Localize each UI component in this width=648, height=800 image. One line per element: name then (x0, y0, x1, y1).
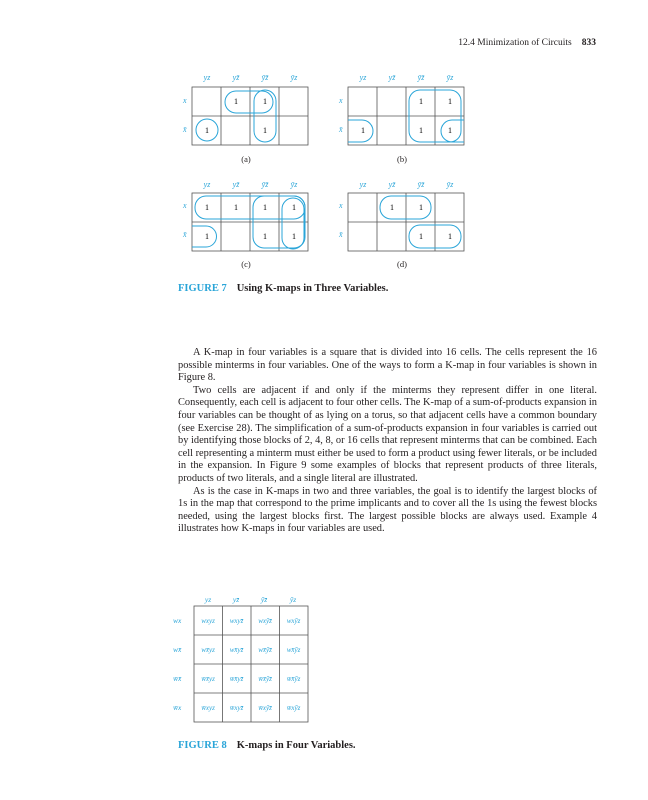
minterm-cell: w̄xyz̄ (229, 704, 244, 712)
page-number: 833 (581, 38, 596, 48)
cell-value: 1 (361, 126, 365, 135)
col-label: ȳz (446, 180, 454, 189)
minterm-cell: wx̄yz̄ (229, 646, 244, 654)
row-label: wx (173, 616, 182, 625)
cell-value: 1 (205, 126, 209, 135)
minterm-cell: wxȳz̄ (258, 617, 272, 625)
minterm-cell: wxyz (201, 617, 215, 625)
col-label: ȳz̄ (260, 595, 268, 604)
figure-7-caption (178, 283, 388, 294)
cell-value: 1 (205, 232, 209, 241)
row-label: w̄x̄ (173, 674, 182, 683)
paragraph: Two cells are adjacent if and only if the minterms they represent differ in one literal. Consequently, each cell is adjacent to four other cells. The K-map of a sum-of-products expansion in four variables can be thought of as lying on a torus, so that adjacent cells have a common boundary (see Exercise 28). The simplification of a sum-of-products expansion in four variables is carried out by identifying those blocks of 2, 4, 8, or 16 cells that represent minterms that can be combined. Each cell representing a minterm must either be used to form a product using fewer literals, or be included in the expansion. In Figure 9 some examples of blocks that represent products of three literals, products of two literals, and a single literal are illustrated. (178, 384, 597, 484)
col-label: yz̄ (388, 180, 396, 189)
kmap-d-grid (336, 175, 472, 263)
minterm-cell: w̄x̄ȳz̄ (258, 675, 272, 683)
cell-value: 1 (292, 203, 296, 212)
cell-value: 1 (448, 126, 452, 135)
figure-number: FIGURE 8 (178, 740, 227, 751)
kmap4-grid (172, 593, 317, 729)
kmap-b-grid (336, 64, 472, 152)
kmap-c-grid (180, 175, 316, 263)
row-label: x̄ (183, 230, 187, 239)
minterm-cell: w̄x̄yz̄ (229, 675, 244, 683)
cell-value: 1 (419, 203, 423, 212)
col-label: ȳz̄ (261, 180, 269, 189)
minterm-cell: wx̄ȳz̄ (258, 646, 272, 654)
group-loop (380, 196, 431, 219)
map-label: (c) (241, 259, 251, 269)
cell-value: 1 (263, 126, 267, 135)
paragraph: A K-map in four variables is a square that is divided into 16 cells. The cells represent the 16 possible minterms in four variables. One of the ways to form a K-map in four variables is shown in Figure 8. (178, 347, 597, 384)
row-label: x̄ (339, 125, 343, 134)
col-label: ȳz (289, 595, 297, 604)
cell-value: 1 (419, 97, 423, 106)
cell-value: 1 (234, 203, 238, 212)
minterm-cell: wx̄yz (201, 646, 215, 654)
cell-value: 1 (205, 203, 209, 212)
cell-value: 1 (419, 232, 423, 241)
minterm-cell: wx̄ȳz (286, 646, 301, 654)
section-title: 12.4 Minimization of Circuits (458, 38, 572, 48)
map-label: (b) (397, 154, 407, 164)
row-label: x̄ (183, 125, 187, 134)
cell-value: 1 (263, 203, 267, 212)
body-text (178, 347, 597, 536)
col-label: ȳz̄ (417, 180, 425, 189)
minterm-cell: w̄xyz (201, 704, 215, 712)
figure-title: K-maps in Four Variables. (236, 740, 356, 751)
cell-value: 1 (234, 97, 238, 106)
figure-8-caption (178, 740, 356, 751)
col-label: yz̄ (232, 73, 240, 82)
col-label: ȳz (290, 73, 298, 82)
minterm-cell: w̄x̄yz (201, 675, 215, 683)
kmap-four-variables (172, 593, 317, 734)
row-label: x (339, 96, 343, 105)
kmap-b (336, 64, 472, 164)
figure-title: Using K-maps in Three Variables. (236, 283, 389, 294)
col-label: yz̄ (232, 595, 240, 604)
row-label: x (339, 201, 343, 210)
cell-value: 1 (390, 203, 394, 212)
col-label: ȳz (446, 73, 454, 82)
cell-value: 1 (448, 232, 452, 241)
running-header (458, 38, 596, 48)
map-label: (d) (397, 259, 407, 269)
cell-value: 1 (263, 97, 267, 106)
row-label: w̄x (173, 703, 182, 712)
kmap-d (336, 175, 472, 269)
col-label: ȳz̄ (261, 73, 269, 82)
minterm-cell: wxȳz (286, 617, 301, 625)
figure-number: FIGURE 7 (178, 283, 227, 294)
col-label: yz̄ (388, 73, 396, 82)
kmap-c (180, 175, 316, 269)
col-label: yz (203, 73, 211, 82)
cell-value: 1 (263, 232, 267, 241)
kmap-a-grid (180, 64, 316, 152)
minterm-cell: wxyz̄ (229, 617, 244, 625)
col-label: yz (204, 595, 212, 604)
col-label: yz (359, 73, 367, 82)
minterm-cell: w̄xȳz̄ (258, 704, 272, 712)
cell-value: 1 (448, 97, 452, 106)
kmap-a (180, 64, 316, 164)
map-label: (a) (241, 154, 251, 164)
col-label: ȳz̄ (417, 73, 425, 82)
cell-value: 1 (292, 232, 296, 241)
minterm-cell: w̄xȳz (286, 704, 301, 712)
paragraph: As is the case in K-maps in two and three variables, the goal is to identify the largest blocks of 1s in the map that correspond to the prime implicants and to cover all the 1s using the fewest blocks needed, using the largest blocks first. The largest possible blocks are always used. Example 4 illustrates how K-maps in four variables are used. (178, 485, 597, 535)
col-label: ȳz (290, 180, 298, 189)
row-label: wx̄ (173, 645, 182, 654)
cell-value: 1 (419, 126, 423, 135)
col-label: yz̄ (232, 180, 240, 189)
col-label: yz (359, 180, 367, 189)
minterm-cell: w̄x̄ȳz (286, 675, 301, 683)
row-label: x (183, 96, 187, 105)
row-label: x̄ (339, 230, 343, 239)
col-label: yz (203, 180, 211, 189)
row-label: x (183, 201, 187, 210)
